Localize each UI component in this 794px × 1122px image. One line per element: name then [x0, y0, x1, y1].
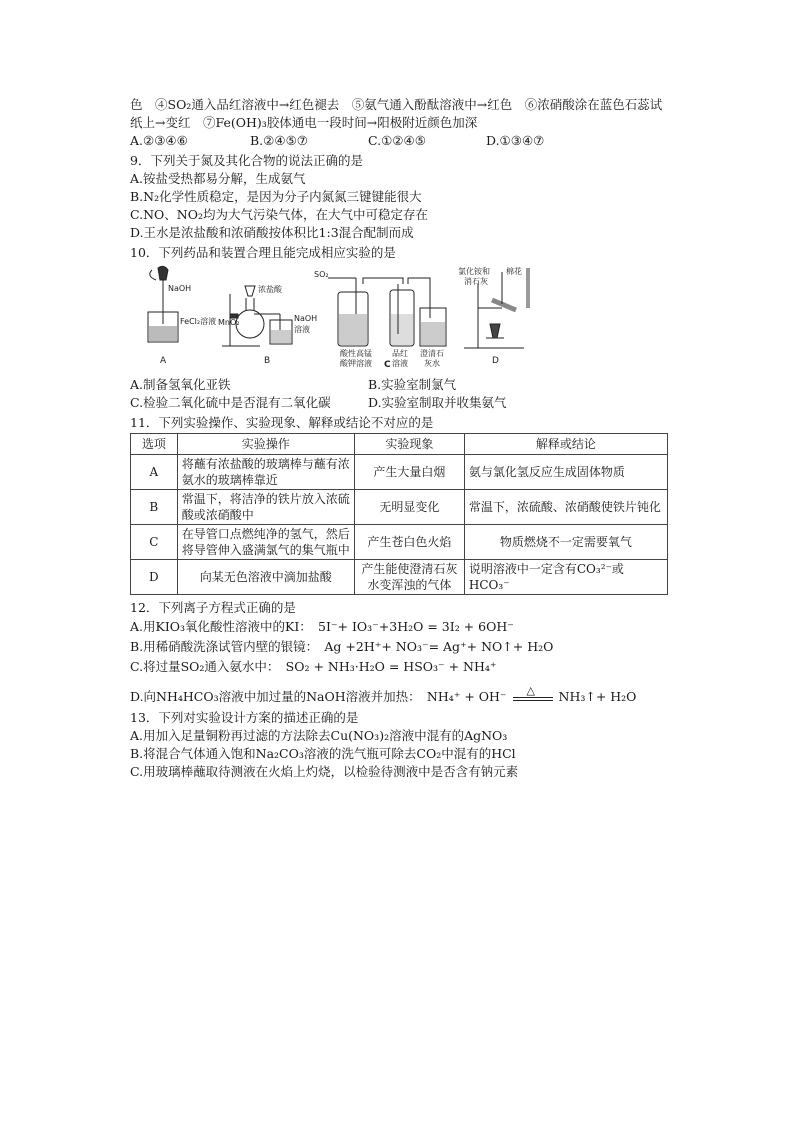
q12-option-b: B.用稀硝酸洗涤试管内壁的银镜： Ag +2H⁺+ NO₃⁻= Ag⁺+ NO↑+ H₂O	[130, 639, 554, 654]
fig-c-phink-2: 溶液	[392, 359, 408, 368]
fig-c-so2: SO₂	[314, 270, 329, 279]
fig-c-kmno4-2: 酸钾溶液	[340, 359, 372, 368]
q9-option-b: B.N₂化学性质稳定，是因为分子内氮氮三键键能很大	[130, 189, 422, 204]
q10-option-d: D.实验室制取并收集氨气	[368, 395, 507, 410]
header-conclusion: 解释或结论	[464, 434, 667, 455]
fig-c-label: C	[384, 360, 391, 370]
header-option: 选项	[131, 434, 178, 455]
q8-options	[130, 132, 670, 150]
q10-option-a: A.制备氢氧化亚铁	[130, 377, 231, 392]
table-row	[131, 560, 668, 595]
q10-options-row2	[130, 394, 670, 412]
fig-a-naoh: NaOH	[168, 284, 192, 293]
q8-line1: 色 ④SO₂通入品红溶液中→红色褪去 ⑤氨气通入酚酞溶液中→红色 ⑥浓硝酸涂在蓝色石蕊试	[130, 97, 663, 112]
fig-d-label: D	[492, 356, 499, 366]
cell-phenomenon: 产生能使澄清石灰水变浑浊的气体	[354, 560, 464, 595]
q9-option-a: A.铵盐受热都易分解，生成氨气	[130, 171, 306, 186]
exam-page	[130, 96, 670, 781]
fig-b-hcl: 浓盐酸	[258, 285, 282, 294]
fig-b-solution: 溶液	[294, 325, 310, 334]
q12-d-left: D.向NH₄HCO₃溶液中加过量的NaOH溶液并加热： NH₄⁺ + OH⁻	[130, 689, 507, 704]
q8-line2: 纸上→变红 ⑦Fe(OH)₃胶体通电一段时间→阳极附近颜色加深	[130, 115, 478, 130]
table-header-row	[131, 434, 668, 455]
q10-option-b: B.实验室制氯气	[368, 377, 457, 392]
table-row	[131, 490, 668, 525]
header-operation: 实验操作	[177, 434, 354, 455]
fig-b-label: B	[264, 356, 271, 366]
cell-conclusion: 说明溶液中一定含有CO₃²⁻或HCO₃⁻	[464, 560, 667, 595]
q9-option-c: C.NO、NO₂均为大气污染气体，在大气中可稳定存在	[130, 207, 428, 222]
cell-option: B	[131, 490, 178, 525]
cell-conclusion: 常温下，浓硫酸、浓硝酸使铁片钝化	[464, 490, 667, 525]
q12-option-c: C.将过量SO₂通入氨水中： SO₂ + NH₃·H₂O = HSO₃⁻ + NH₄⁺	[130, 659, 497, 674]
q8-option-a: A.②③④⑥	[130, 133, 188, 148]
q12-option-a: A.用KIO₃氧化酸性溶液中的KI： 5I⁻+ IO₃⁻+3H₂O = 3I₂ + 6OH⁻	[130, 619, 514, 634]
fig-d-nh4cl: 氯化铵和	[458, 267, 490, 276]
fig-b-naoh: NaOH	[294, 314, 318, 323]
cell-operation: 向某无色溶液中滴加盐酸	[177, 560, 354, 595]
cell-option: C	[131, 525, 178, 560]
table-row	[131, 455, 668, 490]
q8-option-c: C.①②④⑤	[368, 133, 426, 148]
q12-option-d	[130, 683, 670, 707]
cell-operation: 将蘸有浓盐酸的玻璃棒与蘸有浓氨水的玻璃棒靠近	[177, 455, 354, 490]
header-phenomenon: 实验现象	[354, 434, 464, 455]
q10-option-c: C.检验二氧化硫中是否混有二氧化碳	[130, 395, 331, 410]
fig-d-lime: 消石灰	[464, 277, 488, 286]
q9-stem: 9．下列关于氮及其化合物的说法正确的是	[130, 153, 363, 168]
q13-option-c: C.用玻璃棒蘸取待测液在火焰上灼烧，以检验待测液中是否含有钠元素	[130, 764, 519, 779]
fig-a-label: A	[160, 356, 167, 366]
apparatus-c	[328, 278, 446, 346]
q13-option-a: A.用加入足量铜粉再过滤的方法除去Cu(NO₃)₂溶液中混有的AgNO₃	[130, 728, 508, 743]
cell-option: A	[131, 455, 178, 490]
q10-stem: 10．下列药品和装置合理且能完成相应实验的是	[130, 245, 396, 260]
cell-operation: 在导管口点燃纯净的氢气，然后将导管伸入盛满氯气的集气瓶中	[177, 525, 354, 560]
cell-conclusion: 氨与氯化氢反应生成固体物质	[464, 455, 667, 490]
q11-stem: 11．下列实验操作、实验现象、解释或结论不对应的是	[130, 415, 434, 430]
heat-triangle-icon: △	[526, 683, 535, 697]
fig-b-mno2: MnO₂	[218, 318, 240, 327]
fig-c-lime-2: 灰水	[424, 359, 440, 368]
q9-option-d: D.王水是浓盐酸和浓硝酸按体积比1:3混合配制而成	[130, 225, 414, 240]
cell-option: D	[131, 560, 178, 595]
cell-phenomenon: 产生苍白色火焰	[354, 525, 464, 560]
cell-conclusion: 物质燃烧不一定需要氧气	[464, 525, 667, 560]
cell-phenomenon: 无明显变化	[354, 490, 464, 525]
fig-c-lime-1: 澄清石	[420, 349, 444, 358]
q11-table	[130, 433, 668, 595]
fig-d-cotton: 棉花	[506, 267, 522, 276]
q12-d-right: NH₃↑+ H₂O	[558, 689, 637, 704]
table-row	[131, 525, 668, 560]
q13-stem: 13．下列对实验设计方案的描述正确的是	[130, 710, 359, 725]
fig-a-fecl2: FeCl₂溶液	[180, 317, 217, 326]
cell-phenomenon: 产生大量白烟	[354, 455, 464, 490]
q8-option-d: D.①③④⑦	[486, 133, 545, 148]
q10-figure	[130, 264, 670, 372]
q8-option-b: B.②④⑤⑦	[250, 133, 308, 148]
cell-operation: 常温下，将洁净的铁片放入浓硫酸或浓硝酸中	[177, 490, 354, 525]
apparatus-b	[222, 286, 292, 346]
q12-stem: 12．下列离子方程式正确的是	[130, 600, 296, 615]
q13-option-b: B.将混合气体通入饱和Na₂CO₃溶液的洗气瓶可除去CO₂中混有的HCl	[130, 746, 516, 761]
q10-options-row1	[130, 376, 670, 394]
apparatus-a	[148, 266, 178, 342]
fig-c-kmno4-1: 酸性高锰	[340, 349, 372, 358]
heat-arrow	[511, 683, 555, 705]
fig-c-phink-1: 品红	[392, 349, 408, 358]
